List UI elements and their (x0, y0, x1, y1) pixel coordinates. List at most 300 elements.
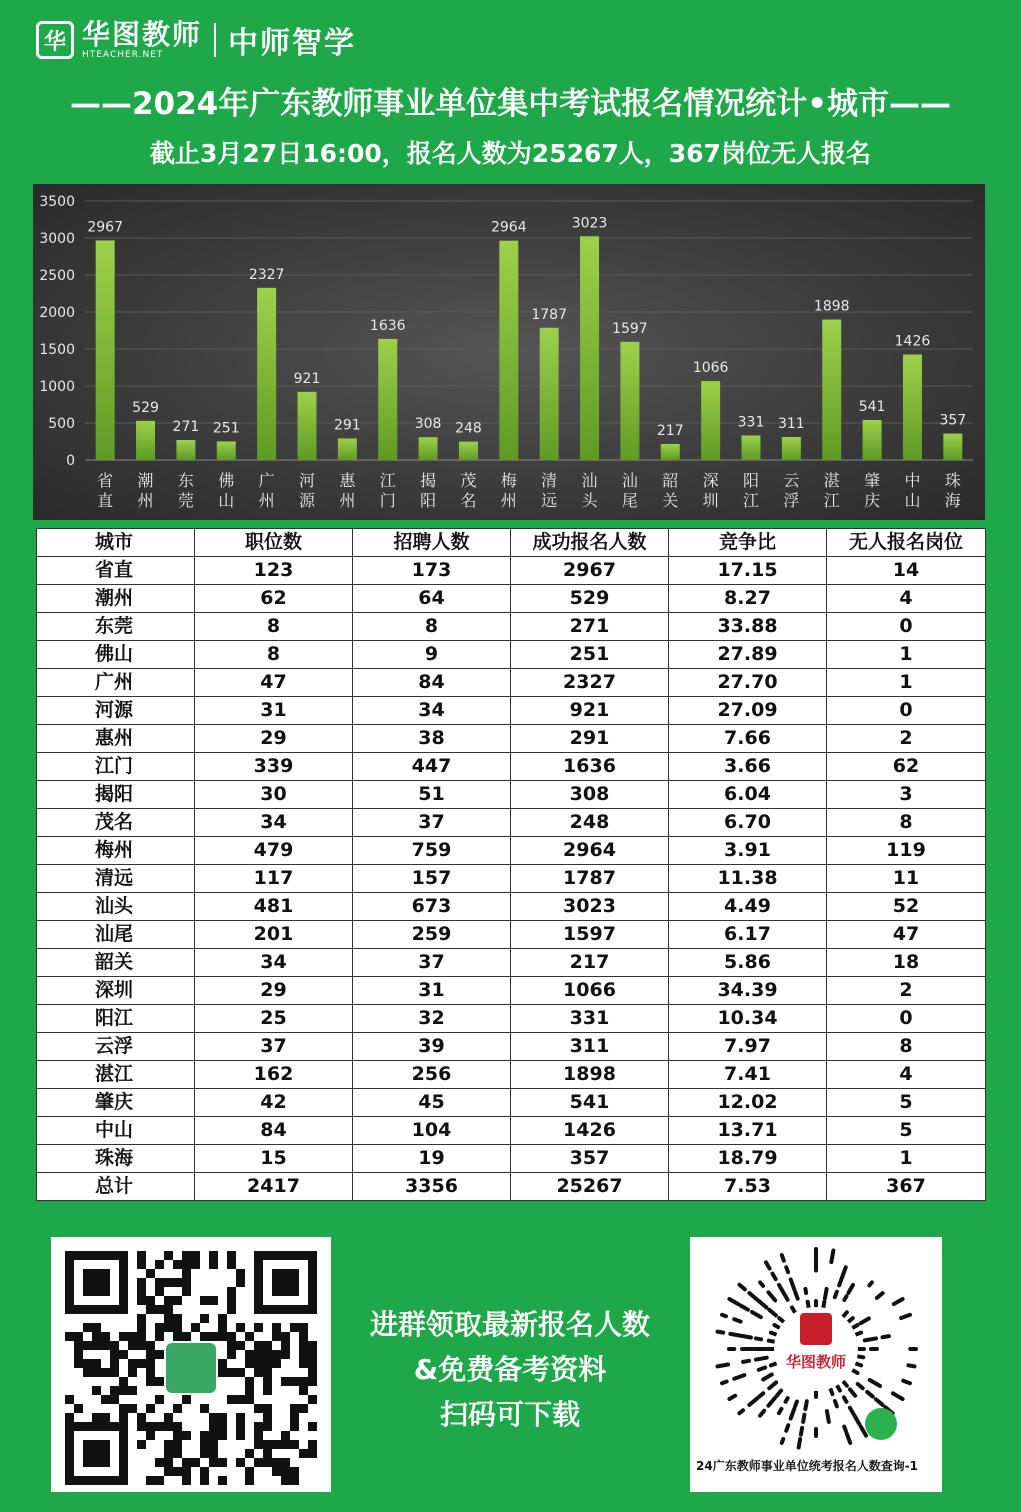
x-tick-label: 佛山 (218, 471, 235, 510)
x-tick-label: 东莞 (177, 471, 194, 510)
table-cell: 13.71 (669, 1117, 827, 1145)
table-cell: 6.04 (669, 781, 827, 809)
x-tick-label: 河源 (298, 471, 316, 510)
secondary-brand: 中师智学 (228, 26, 357, 61)
table-cell: 256 (353, 1061, 511, 1089)
table-cell: 佛山 (37, 641, 195, 669)
qr-module (299, 1359, 308, 1368)
bar-清远 (540, 328, 559, 460)
qr-module (128, 1341, 137, 1350)
qr-module (146, 1368, 155, 1377)
table-cell: 2 (827, 725, 986, 753)
qr-module (236, 1269, 245, 1278)
table-row (37, 921, 986, 949)
table-cell: 广州 (37, 669, 195, 697)
table-cell: 31 (195, 697, 353, 725)
code-ray (795, 1292, 798, 1299)
table-cell: 481 (195, 893, 353, 921)
qr-module (137, 1413, 146, 1422)
table-cell: 14 (827, 557, 986, 585)
table-cell: 104 (353, 1117, 511, 1145)
qr-module (299, 1377, 308, 1386)
qr-module (236, 1341, 245, 1350)
qr-module (281, 1467, 290, 1476)
mini-program-code[interactable] (690, 1237, 942, 1492)
qr-module (299, 1341, 308, 1350)
table-cell: 18 (827, 949, 986, 977)
table-cell: 9 (353, 641, 511, 669)
table-cell: 123 (195, 557, 353, 585)
table-cell: 1597 (511, 921, 669, 949)
qr-module (218, 1476, 227, 1485)
code-ray (903, 1381, 910, 1383)
qr-module (227, 1296, 236, 1305)
qr-module (263, 1341, 272, 1350)
qr-module (290, 1413, 299, 1422)
code-brand-text: 华图教师 (785, 1353, 847, 1371)
bar-汕头 (580, 236, 599, 460)
qr-module (263, 1413, 272, 1422)
bar-汕尾 (620, 342, 639, 460)
table-row (37, 669, 986, 697)
qr-module (164, 1251, 173, 1260)
qr-module (272, 1467, 281, 1476)
qr-module (272, 1350, 281, 1359)
qr-module (101, 1341, 110, 1350)
table-cell: 河源 (37, 697, 195, 725)
code-ray (756, 1358, 767, 1360)
qr-module (137, 1323, 146, 1332)
qr-module (236, 1368, 245, 1377)
qr-module (146, 1350, 155, 1359)
code-ray (734, 1319, 740, 1321)
qr-module (191, 1323, 200, 1332)
column-header: 竞争比 (669, 529, 827, 557)
code-ray (771, 1333, 777, 1335)
y-tick-label: 3000 (39, 231, 75, 247)
code-ray (749, 1398, 757, 1405)
qr-module (245, 1386, 254, 1395)
qr-module (227, 1287, 236, 1296)
qr-module (155, 1332, 164, 1341)
qr-module (263, 1350, 272, 1359)
qr-module (182, 1431, 191, 1440)
table-cell: 25 (195, 1005, 353, 1033)
x-tick-label: 江门 (379, 471, 396, 510)
table-row (37, 893, 986, 921)
qr-module (227, 1251, 236, 1260)
bar-东莞 (176, 440, 195, 460)
qr-module (146, 1431, 155, 1440)
qr-module (182, 1476, 191, 1485)
promo-line-1: 进群领取最新报名人数 (369, 1308, 650, 1341)
table-cell: 291 (511, 725, 669, 753)
x-tick-label: 汕尾 (621, 471, 638, 510)
qr-module (155, 1287, 164, 1296)
qr-module (209, 1413, 218, 1422)
qr-module (200, 1314, 209, 1323)
code-ray (759, 1367, 765, 1369)
code-ray (867, 1392, 872, 1397)
table-cell: 2967 (511, 557, 669, 585)
table-cell: 2327 (511, 669, 669, 697)
code-ray (869, 1282, 872, 1285)
bar-chart (33, 184, 985, 520)
code-ray (842, 1267, 846, 1278)
code-ray (870, 1380, 880, 1386)
qr-module (200, 1467, 209, 1476)
qr-module (299, 1386, 308, 1395)
qr-module (65, 1332, 74, 1341)
table-cell: 省直 (37, 557, 195, 585)
brand-mark-icon (800, 1313, 832, 1345)
table-cell: 4 (827, 585, 986, 613)
qr-module (128, 1386, 137, 1395)
qr-module (281, 1431, 290, 1440)
qr-module (173, 1323, 182, 1332)
table-cell: 6.17 (669, 921, 827, 949)
qr-module (209, 1449, 218, 1458)
code-ray (795, 1402, 797, 1407)
qr-module (65, 1413, 74, 1422)
qr-module (146, 1359, 155, 1368)
bar-省直 (96, 240, 115, 460)
table-cell: 3.66 (669, 753, 827, 781)
table-cell: 2417 (195, 1173, 353, 1201)
qr-module (236, 1413, 245, 1422)
qr-module (281, 1440, 290, 1449)
bar-广州 (257, 288, 276, 460)
wechat-mini-program-icon (865, 1408, 897, 1440)
code-ray (901, 1315, 910, 1318)
qr-module (272, 1323, 281, 1332)
table-cell: 311 (511, 1033, 669, 1061)
table-cell: 45 (353, 1089, 511, 1117)
qr-module (137, 1332, 146, 1341)
code-ray (777, 1391, 781, 1396)
qr-module (254, 1431, 263, 1440)
table-cell: 34.39 (669, 977, 827, 1005)
logo-icon: 华 (36, 21, 74, 59)
code-ray (718, 1332, 724, 1333)
table-row (37, 1033, 986, 1061)
table-row (37, 837, 986, 865)
qr-module (254, 1458, 263, 1467)
code-ray (741, 1306, 748, 1310)
group-qr-code[interactable] (51, 1237, 331, 1492)
table-cell: 62 (827, 753, 986, 781)
data-label: 1426 (894, 333, 931, 350)
qr-module (92, 1386, 101, 1395)
code-ray (722, 1315, 726, 1316)
bar-肇庆 (863, 420, 882, 460)
qr-module (218, 1314, 227, 1323)
qr-module (119, 1386, 128, 1395)
data-label: 2967 (87, 219, 124, 236)
bar-珠海 (943, 434, 962, 460)
qr-module (281, 1476, 290, 1485)
data-label: 248 (455, 420, 482, 437)
code-ray (858, 1384, 863, 1388)
data-label: 331 (737, 414, 765, 431)
qr-module (290, 1377, 299, 1386)
table-cell: 8 (353, 613, 511, 641)
table-cell: 479 (195, 837, 353, 865)
table-row (37, 1145, 986, 1173)
x-tick-label: 梅州 (500, 471, 517, 510)
qr-module (155, 1476, 164, 1485)
promo-text (340, 1302, 680, 1437)
code-ray (801, 1428, 802, 1435)
qr-module (281, 1350, 290, 1359)
code-ray (786, 1425, 788, 1431)
qr-module (236, 1323, 245, 1332)
table-cell: 51 (353, 781, 511, 809)
qr-module (110, 1350, 119, 1359)
table-cell: 357 (511, 1145, 669, 1173)
code-ray (835, 1401, 837, 1406)
qr-module (182, 1332, 191, 1341)
x-tick-label: 云浮 (783, 471, 800, 510)
table-cell: 62 (195, 585, 353, 613)
qr-module (209, 1251, 218, 1260)
code-ray (848, 1285, 853, 1293)
qr-module (209, 1458, 218, 1467)
qr-module (74, 1359, 83, 1368)
table-cell: 39 (353, 1033, 511, 1061)
qr-module (245, 1449, 254, 1458)
qr-module (65, 1395, 74, 1404)
bar-茂名 (459, 442, 478, 460)
mini-program-caption: 24广东教师事业单位统考报名人数查询-1 (696, 1459, 919, 1473)
code-ray (769, 1310, 776, 1316)
code-ray (805, 1401, 806, 1409)
code-ray (739, 1285, 744, 1290)
qr-module (173, 1440, 182, 1449)
qr-module (74, 1341, 83, 1350)
qr-module (164, 1413, 173, 1422)
promo-line-2: &免费备考资料 (413, 1353, 607, 1386)
qr-module (110, 1341, 119, 1350)
table-cell: 308 (511, 781, 669, 809)
qr-module (218, 1332, 227, 1341)
table-cell: 3 (827, 781, 986, 809)
qr-module (218, 1359, 227, 1368)
qr-module (155, 1377, 164, 1386)
table-cell: 1636 (511, 753, 669, 781)
table-cell: 肇庆 (37, 1089, 195, 1117)
qr-module (173, 1422, 182, 1431)
table-cell: 1 (827, 641, 986, 669)
qr-module (308, 1368, 317, 1377)
table-cell: 江门 (37, 753, 195, 781)
qr-module (263, 1422, 272, 1431)
data-label: 291 (333, 417, 361, 434)
table-cell: 1787 (511, 865, 669, 893)
code-ray (844, 1296, 846, 1300)
table-cell: 17.15 (669, 557, 827, 585)
table-cell: 梅州 (37, 837, 195, 865)
code-ray (760, 1282, 763, 1286)
table-cell: 1 (827, 1145, 986, 1173)
code-ray (877, 1293, 883, 1298)
qr-logo-icon (166, 1343, 216, 1393)
qr-module (110, 1359, 119, 1368)
table-cell: 331 (511, 1005, 669, 1033)
table-cell: 64 (353, 585, 511, 613)
qr-module (254, 1350, 263, 1359)
code-ray (759, 1301, 766, 1307)
column-header: 无人报名岗位 (827, 529, 986, 557)
qr-module (290, 1476, 299, 1485)
table-cell: 117 (195, 865, 353, 893)
code-ray (786, 1398, 788, 1402)
qr-module (92, 1341, 101, 1350)
qr-module (146, 1422, 155, 1431)
qr-module (146, 1296, 155, 1305)
qr-module (218, 1422, 227, 1431)
code-ray (791, 1279, 795, 1289)
table-cell: 4.49 (669, 893, 827, 921)
qr-module (245, 1467, 254, 1476)
qr-module (155, 1350, 164, 1359)
data-label: 251 (212, 420, 240, 437)
qr-module (128, 1404, 137, 1413)
qr-module (173, 1431, 182, 1440)
table-row (37, 585, 986, 613)
table-cell: 7.66 (669, 725, 827, 753)
y-tick-label: 0 (66, 453, 75, 469)
qr-module (200, 1404, 209, 1413)
table-cell: 11.38 (669, 865, 827, 893)
data-label: 217 (656, 422, 684, 439)
qr-module (272, 1440, 281, 1449)
table-header-row (37, 529, 986, 557)
code-ray (883, 1336, 889, 1337)
code-ray (830, 1388, 832, 1394)
code-ray (799, 1439, 800, 1448)
table-cell: 2964 (511, 837, 669, 865)
code-ray (763, 1375, 772, 1380)
bar-深圳 (701, 381, 720, 460)
qr-module (137, 1260, 146, 1269)
qr-module (101, 1332, 110, 1341)
qr-module (263, 1359, 272, 1368)
qr-module (182, 1287, 191, 1296)
y-tick-label: 2000 (39, 305, 75, 321)
qr-module (290, 1440, 299, 1449)
qr-module (182, 1251, 191, 1260)
qr-module (110, 1386, 119, 1395)
qr-module (155, 1458, 164, 1467)
code-ray (768, 1292, 775, 1300)
qr-module (227, 1350, 236, 1359)
qr-finder (272, 1269, 299, 1296)
table-cell: 惠州 (37, 725, 195, 753)
table-row (37, 1117, 986, 1145)
qr-module (263, 1404, 272, 1413)
qr-module (227, 1260, 236, 1269)
code-ray (773, 1274, 776, 1280)
data-label: 357 (939, 412, 967, 429)
bar-惠州 (338, 438, 357, 460)
table-row (37, 1005, 986, 1033)
qr-module (74, 1332, 83, 1341)
table-cell: 云浮 (37, 1033, 195, 1061)
code-ray (743, 1336, 751, 1337)
qr-module (164, 1323, 173, 1332)
table-cell: 5.86 (669, 949, 827, 977)
brand-logo[interactable] (36, 18, 356, 62)
table-row (37, 697, 986, 725)
qr-module (281, 1377, 290, 1386)
qr-module (218, 1458, 227, 1467)
bar-chart-svg (33, 184, 985, 520)
qr-module (263, 1449, 272, 1458)
qr-module (272, 1458, 281, 1467)
qr-module (299, 1449, 308, 1458)
code-ray (752, 1312, 761, 1317)
stats-table-grid (36, 528, 986, 1201)
code-ray (844, 1397, 847, 1401)
bar-江门 (378, 339, 397, 460)
qr-module (137, 1314, 146, 1323)
table-cell: 339 (195, 753, 353, 781)
qr-module (83, 1323, 92, 1332)
x-tick-label: 揭阳 (420, 471, 437, 510)
qr-module (128, 1332, 137, 1341)
bar-阳江 (742, 436, 761, 460)
code-ray (769, 1382, 776, 1388)
column-header: 职位数 (195, 529, 353, 557)
logo-name: 华图教师 (82, 18, 203, 51)
x-tick-label: 广州 (258, 471, 275, 510)
qr-module (173, 1278, 182, 1287)
qr-module (245, 1377, 254, 1386)
table-cell: 541 (511, 1089, 669, 1117)
table-row (37, 1089, 986, 1117)
qr-module (155, 1278, 164, 1287)
code-ray (729, 1299, 738, 1304)
table-row (37, 753, 986, 781)
x-tick-label: 珠海 (944, 471, 961, 510)
data-label: 308 (414, 416, 442, 433)
qr-module (137, 1251, 146, 1260)
qr-module (155, 1260, 164, 1269)
code-ray (908, 1365, 914, 1366)
table-cell: 37 (195, 1033, 353, 1061)
table-cell: 27.70 (669, 669, 827, 697)
table-cell: 3356 (353, 1173, 511, 1201)
x-tick-label: 惠州 (339, 471, 356, 510)
code-ray (791, 1409, 795, 1419)
qr-module (254, 1422, 263, 1431)
qr-module (128, 1359, 137, 1368)
qr-module (236, 1431, 245, 1440)
qr-module (155, 1323, 164, 1332)
qr-module (290, 1323, 299, 1332)
table-cell: 8 (827, 1033, 986, 1061)
qr-module (83, 1368, 92, 1377)
table-cell: 34 (353, 697, 511, 725)
table-cell: 东莞 (37, 613, 195, 641)
table-cell: 0 (827, 1005, 986, 1033)
table-cell: 7.41 (669, 1061, 827, 1089)
code-ray (827, 1411, 829, 1422)
table-cell: 173 (353, 557, 511, 585)
table-cell: 759 (353, 837, 511, 865)
code-ray (839, 1279, 841, 1285)
